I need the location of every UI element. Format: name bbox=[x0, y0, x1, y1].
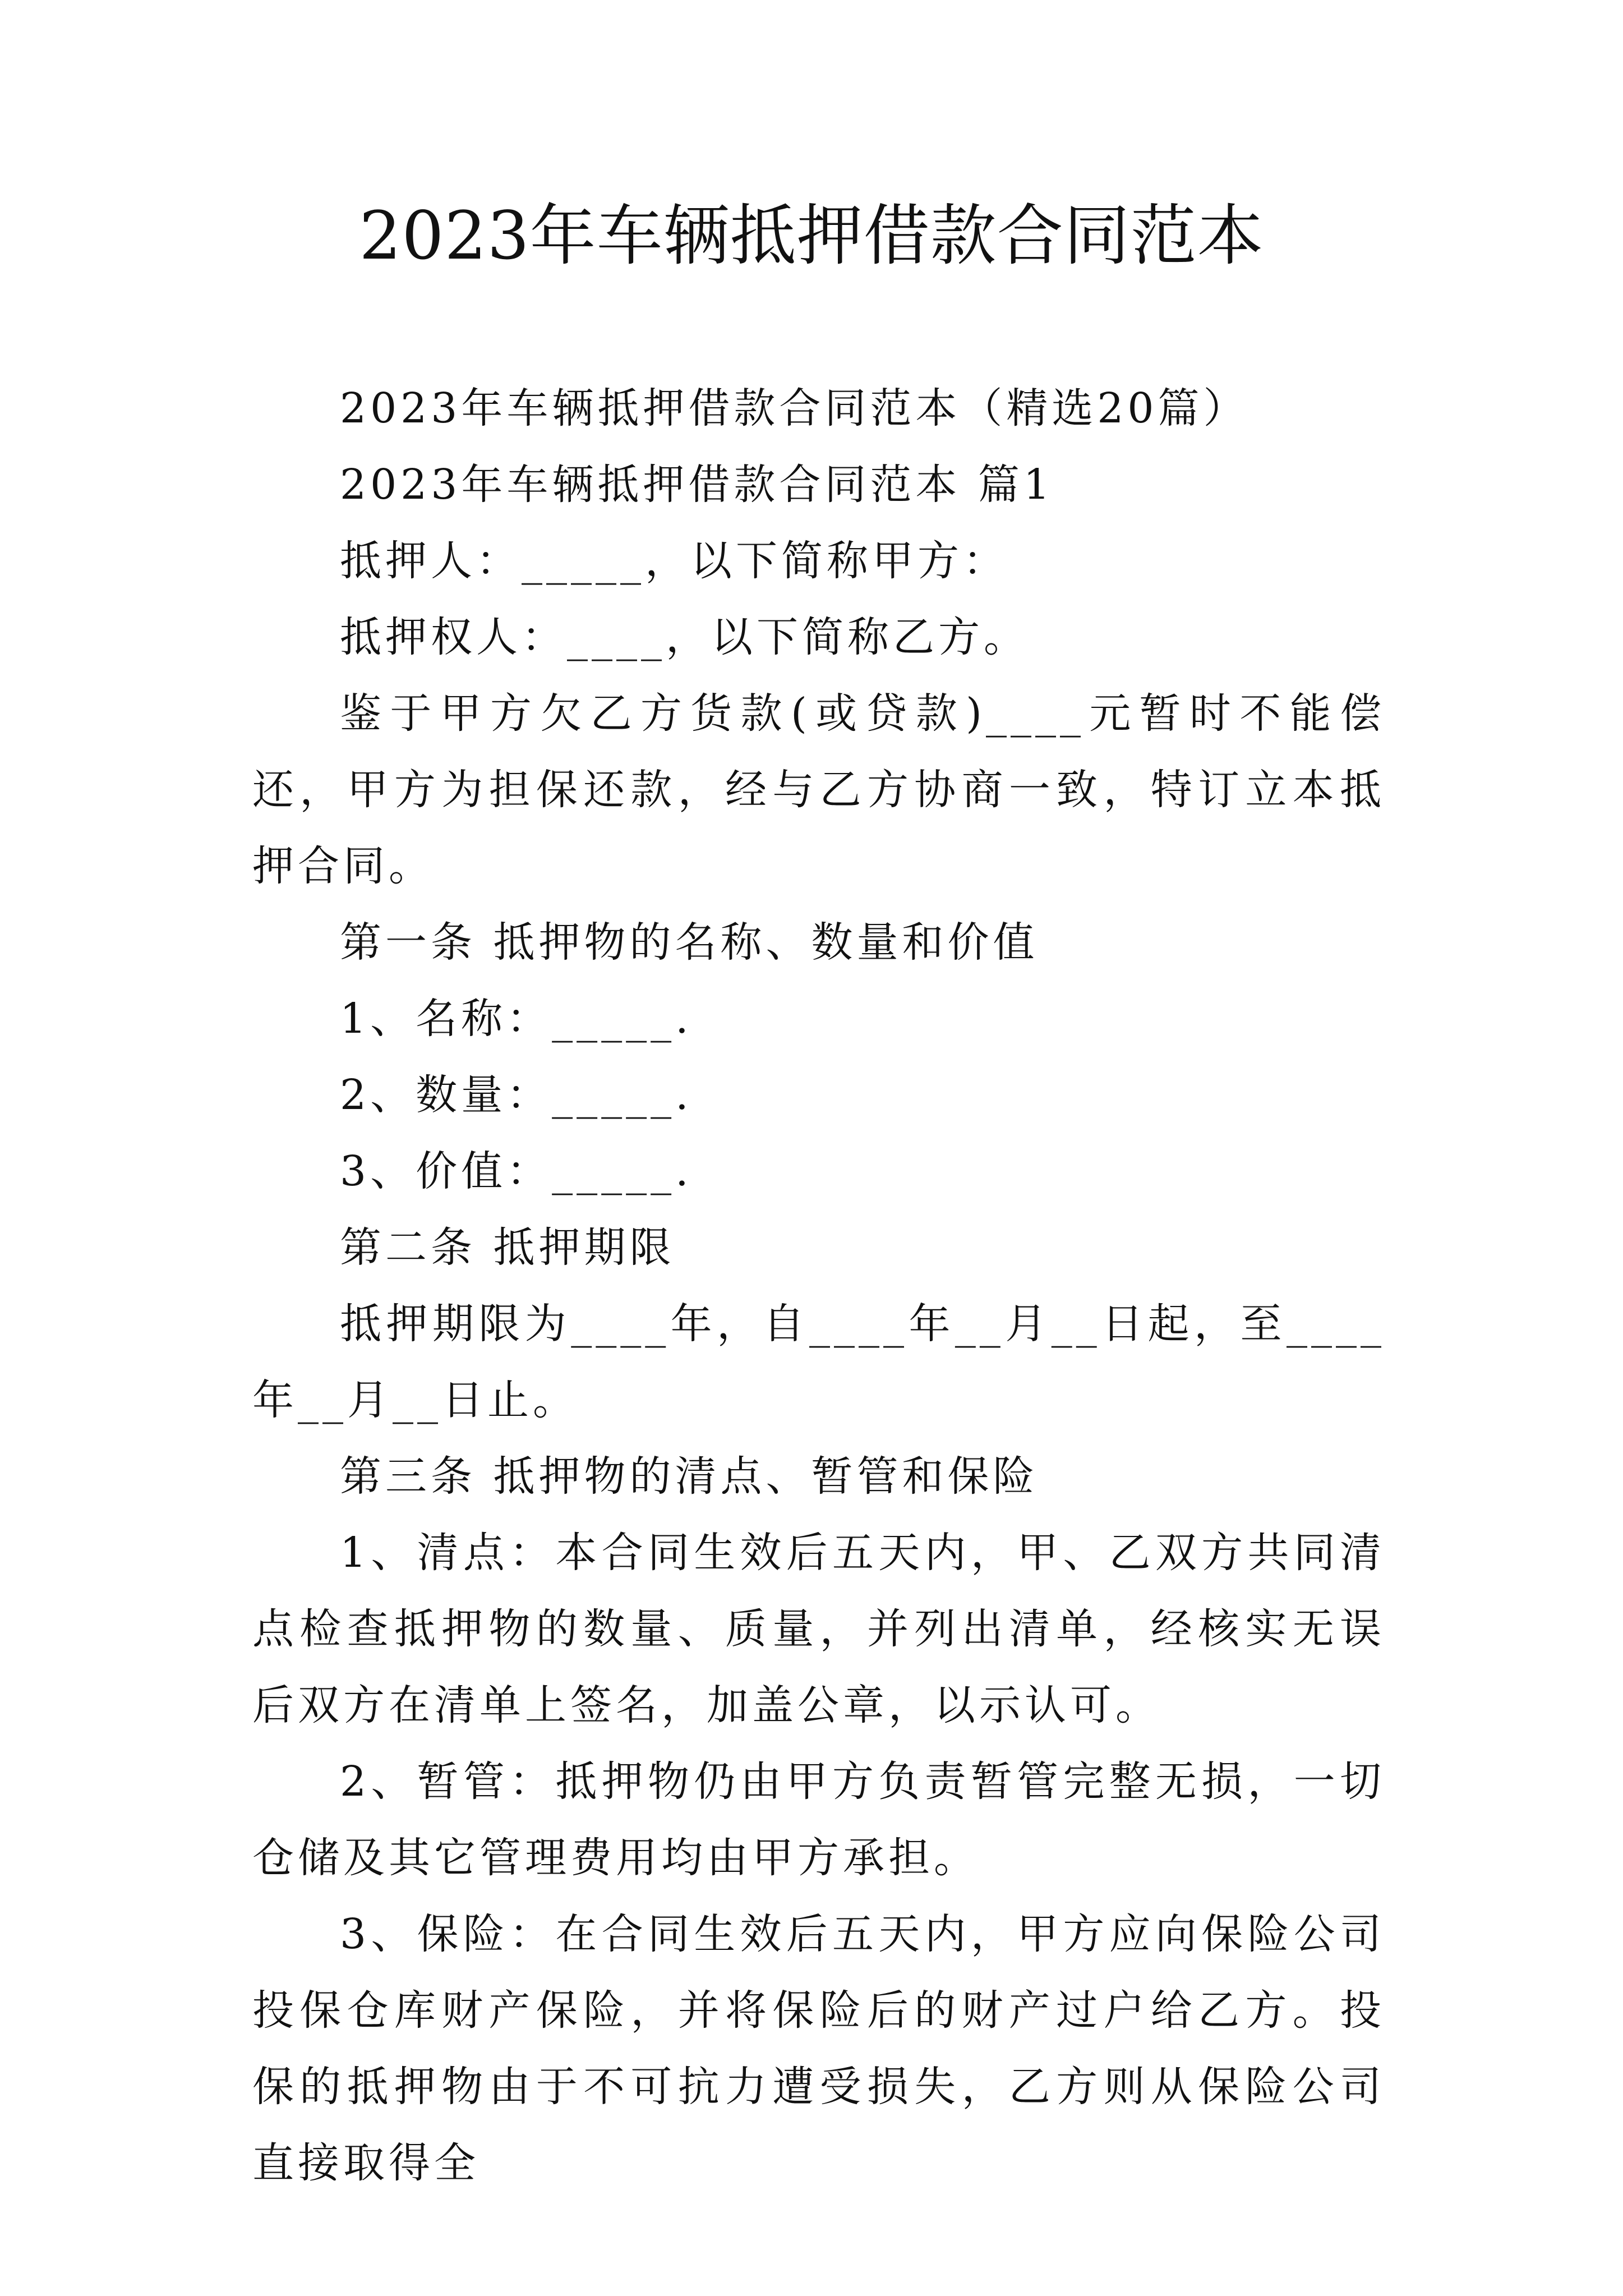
paragraph-article-1-heading: 第一条 抵押物的名称、数量和价值 bbox=[340, 918, 1039, 967]
paragraph-item-value: 3、价值：_____. bbox=[340, 1147, 693, 1195]
paragraph-preamble: 鉴于甲方欠乙方货款(或贷款)____元暂时不能偿还，甲方为担保还款，经与乙方协商一致，特订立本抵押合同。 bbox=[252, 689, 1385, 890]
paragraph-term: 抵押期限为____年，自____年__月__日起，至____年__月__日止。 bbox=[252, 1300, 1385, 1424]
document-title: 2023年车辆抵押借款合同范本 bbox=[359, 197, 1264, 274]
paragraph-section-heading: 2023年车辆抵押借款合同范本 篇1 bbox=[340, 461, 1054, 509]
paragraph-insurance: 3、保险：在合同生效后五天内，甲方应向保险公司投保仓库财产保险，并将保险后的财产过户给乙方。投保的抵押物由于不可抗力遭受损失，乙方则从保险公司直接取得全 bbox=[252, 1910, 1385, 2187]
paragraph-item-name: 1、名称：_____. bbox=[340, 995, 693, 1043]
paragraph-mortgagee: 抵押权人：____，以下简称乙方。 bbox=[340, 613, 1029, 661]
paragraph-mortgagor: 抵押人：_____，以下简称甲方： bbox=[340, 537, 1008, 585]
paragraph-custody: 2、暂管：抵押物仍由甲方负责暂管完整无损，一切仓储及其它管理费用均由甲方承担。 bbox=[252, 1757, 1385, 1882]
paragraph-article-3-heading: 第三条 抵押物的清点、暂管和保险 bbox=[340, 1452, 1039, 1501]
document-body bbox=[252, 370, 1385, 2201]
paragraph-article-2-heading: 第二条 抵押期限 bbox=[340, 1223, 675, 1272]
paragraph-item-quantity: 2、数量：_____. bbox=[340, 1071, 693, 1119]
paragraph-subtitle: 2023年车辆抵押借款合同范本（精选20篇） bbox=[340, 384, 1249, 432]
paragraph-inventory: 1、清点：本合同生效后五天内，甲、乙双方共同清点检查抵押物的数量、质量，并列出清单，经核实无误后双方在清单上签名，加盖公章，以示认可。 bbox=[252, 1529, 1385, 1729]
